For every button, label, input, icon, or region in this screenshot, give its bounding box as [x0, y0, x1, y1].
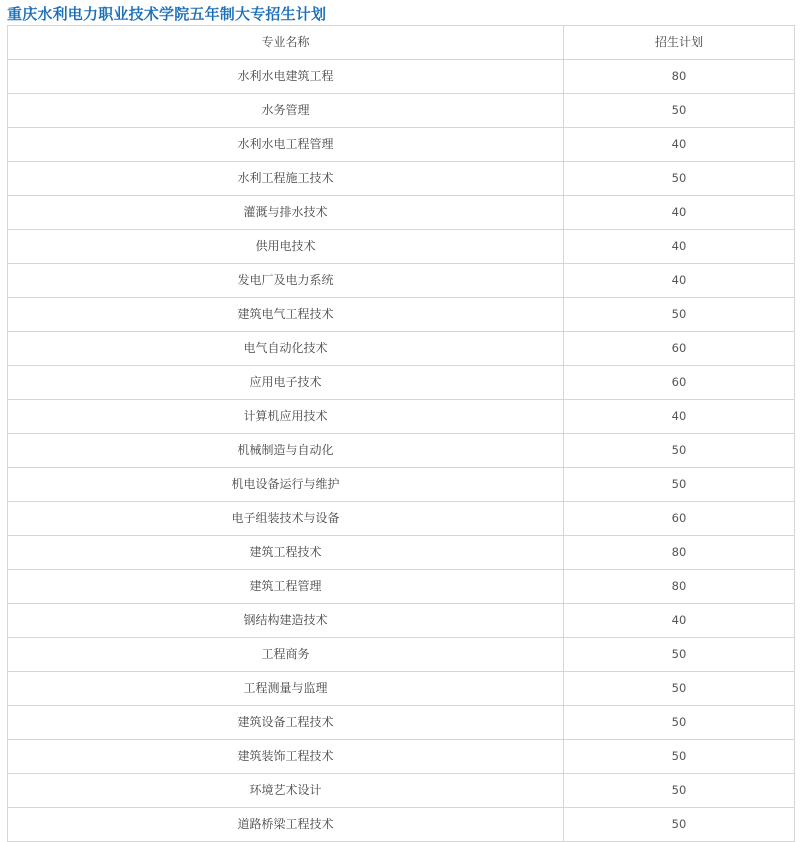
- table-row: [8, 332, 795, 366]
- page-title: 重庆水利电力职业技术学院五年制大专招生计划: [7, 5, 327, 23]
- table-row: [8, 94, 795, 128]
- major-name-cell: 电气自动化技术: [8, 332, 564, 366]
- table-row: [8, 128, 795, 162]
- major-name-cell: 建筑电气工程技术: [8, 298, 564, 332]
- enrollment-count-cell: 50: [564, 298, 795, 332]
- major-name-cell: 机电设备运行与维护: [8, 468, 564, 502]
- enrollment-count-cell: 40: [564, 196, 795, 230]
- major-name-cell: 灌溉与排水技术: [8, 196, 564, 230]
- table-row: [8, 264, 795, 298]
- major-name-cell: 环境艺术设计: [8, 774, 564, 808]
- enrollment-count-cell: 60: [564, 502, 795, 536]
- enrollment-count-cell: 50: [564, 468, 795, 502]
- table-row: [8, 706, 795, 740]
- table-body: [8, 26, 795, 842]
- enrollment-count-cell: 50: [564, 706, 795, 740]
- table-row: [8, 638, 795, 672]
- major-name-cell: 水利水电建筑工程: [8, 60, 564, 94]
- major-name-cell: 发电厂及电力系统: [8, 264, 564, 298]
- header-major-name: 专业名称: [8, 26, 564, 60]
- major-name-cell: 应用电子技术: [8, 366, 564, 400]
- enrollment-count-cell: 40: [564, 264, 795, 298]
- major-name-cell: 工程商务: [8, 638, 564, 672]
- enrollment-count-cell: 40: [564, 400, 795, 434]
- major-name-cell: 机械制造与自动化: [8, 434, 564, 468]
- major-name-cell: 供用电技术: [8, 230, 564, 264]
- table-header-row: [8, 26, 795, 60]
- major-name-cell: 水利水电工程管理: [8, 128, 564, 162]
- table-row: [8, 672, 795, 706]
- table-row: [8, 366, 795, 400]
- enrollment-count-cell: 40: [564, 128, 795, 162]
- major-name-cell: 水务管理: [8, 94, 564, 128]
- enrollment-count-cell: 40: [564, 230, 795, 264]
- table-row: [8, 434, 795, 468]
- major-name-cell: 电子组装技术与设备: [8, 502, 564, 536]
- major-name-cell: 建筑装饰工程技术: [8, 740, 564, 774]
- enrollment-count-cell: 50: [564, 740, 795, 774]
- table-row: [8, 298, 795, 332]
- enrollment-count-cell: 60: [564, 332, 795, 366]
- enrollment-count-cell: 50: [564, 162, 795, 196]
- table-row: [8, 162, 795, 196]
- table-row: [8, 536, 795, 570]
- enrollment-count-cell: 50: [564, 434, 795, 468]
- major-name-cell: 钢结构建造技术: [8, 604, 564, 638]
- table-row: [8, 808, 795, 842]
- enrollment-count-cell: 80: [564, 570, 795, 604]
- table-row: [8, 774, 795, 808]
- enrollment-count-cell: 60: [564, 366, 795, 400]
- major-name-cell: 道路桥梁工程技术: [8, 808, 564, 842]
- enrollment-count-cell: 80: [564, 536, 795, 570]
- major-name-cell: 工程测量与监理: [8, 672, 564, 706]
- enrollment-count-cell: 50: [564, 774, 795, 808]
- enrollment-count-cell: 50: [564, 94, 795, 128]
- major-name-cell: 计算机应用技术: [8, 400, 564, 434]
- enrollment-count-cell: 50: [564, 808, 795, 842]
- table-row: [8, 468, 795, 502]
- enrollment-count-cell: 50: [564, 638, 795, 672]
- table-row: [8, 604, 795, 638]
- major-name-cell: 建筑工程技术: [8, 536, 564, 570]
- table-row: [8, 570, 795, 604]
- table-row: [8, 230, 795, 264]
- table-row: [8, 400, 795, 434]
- enrollment-count-cell: 80: [564, 60, 795, 94]
- enrollment-count-cell: 40: [564, 604, 795, 638]
- major-name-cell: 建筑设备工程技术: [8, 706, 564, 740]
- table-row: [8, 502, 795, 536]
- major-name-cell: 建筑工程管理: [8, 570, 564, 604]
- header-enrollment-plan: 招生计划: [564, 26, 795, 60]
- enrollment-plan-table: [7, 25, 795, 842]
- table-row: [8, 60, 795, 94]
- table-row: [8, 196, 795, 230]
- enrollment-count-cell: 50: [564, 672, 795, 706]
- major-name-cell: 水利工程施工技术: [8, 162, 564, 196]
- table-row: [8, 740, 795, 774]
